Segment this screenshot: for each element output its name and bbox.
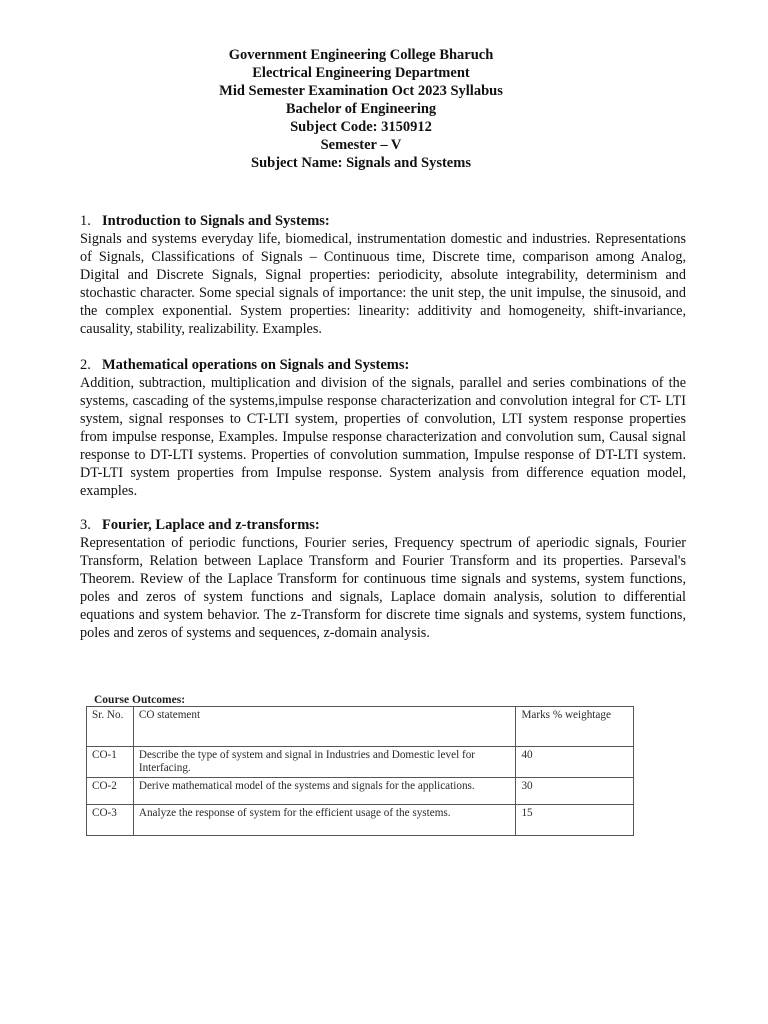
header-sr-no: Sr. No. [87, 707, 134, 747]
section-1 [80, 212, 686, 338]
subject-code: Subject Code: 3150912 [290, 119, 432, 135]
header-co-statement: CO statement [133, 707, 516, 747]
section-body: Representation of periodic functions, Fourier series, Frequency spectrum of aperiodic signals, Fourier Transform, Relation between Laplace Transform and Fourier Transform and its properties. Parseval's Theorem. Review of the Laplace Transform for continuous time signals and systems, system functions, poles and zeros of system functions and signals, Laplace domain analysis, solution to differential equations and system behavior. The z-Transform for discrete time signals and systems, system functions, poles and zeros of systems and sequences, z-domain analysis. [80, 535, 686, 641]
section-heading [80, 356, 686, 374]
section-2 [80, 356, 686, 500]
section-number: 1. [80, 213, 91, 229]
co-id: CO-3 [87, 805, 134, 836]
semester: Semester – V [320, 137, 402, 153]
course-outcomes-table [86, 706, 634, 836]
subject-name: Subject Name: Signals and Systems [251, 155, 471, 171]
section-title: Fourier, Laplace and z-transforms: [102, 517, 320, 533]
section-3 [80, 516, 686, 642]
department-name: Electrical Engineering Department [252, 65, 470, 81]
table-row [87, 805, 634, 836]
section-body: Addition, subtraction, multiplication and division of the signals, parallel and series combinations of the systems, cascading of the systems,impulse response characterization and convolution integral for CT- LTI system, signal responses to CT-LTI system, properties of convolution, LTI system response properties from impulse response, Examples. Impulse response characterization and convolution sum, Causal signal response to DT-LTI systems. Properties of convolution summation, Impulse response of DT-LTI system. DT-LTI system properties from Impulse response. System analysis from difference equation model, examples. [80, 375, 686, 499]
co-marks: 40 [516, 747, 634, 778]
co-statement: Analyze the response of system for the efficient usage of the systems. [133, 805, 516, 836]
section-title: Introduction to Signals and Systems: [102, 213, 330, 229]
section-number: 2. [80, 357, 91, 373]
co-statement: Derive mathematical model of the systems and signals for the applications. [133, 778, 516, 805]
co-statement: Describe the type of system and signal in Industries and Domestic level for Interfacing. [133, 747, 516, 778]
co-id: CO-1 [87, 747, 134, 778]
table-row [87, 747, 634, 778]
exam-title: Mid Semester Examination Oct 2023 Syllabus [219, 83, 503, 99]
degree-name: Bachelor of Engineering [285, 101, 437, 117]
section-number: 3. [80, 517, 91, 533]
document-header [0, 46, 722, 172]
co-id: CO-2 [87, 778, 134, 805]
table-header-row [87, 707, 634, 747]
college-name: Government Engineering College Bharuch [228, 47, 494, 63]
section-heading [80, 516, 686, 534]
section-heading [80, 212, 686, 230]
section-title: Mathematical operations on Signals and Systems: [102, 357, 410, 373]
section-body: Signals and systems everyday life, biomedical, instrumentation domestic and industries. Representations of Signals, Classifications of Signals – Continuous time, Discrete time, comparison among Analog, Digital and Discrete Signals, Signal properties: periodicity, absolute integrability, determinism and stochastic character. Some special signals of importance: the unit step, the unit impulse, the sinusoid, and the complex exponential. System properties: linearity: additivity and homogeneity, shift-invariance, causality, stability, realizability. Examples. [80, 231, 686, 337]
header-marks: Marks % weightage [516, 707, 634, 747]
co-marks: 15 [516, 805, 634, 836]
course-outcomes [86, 694, 636, 836]
course-outcomes-title: Course Outcomes: [94, 694, 186, 706]
co-marks: 30 [516, 778, 634, 805]
table-row [87, 778, 634, 805]
